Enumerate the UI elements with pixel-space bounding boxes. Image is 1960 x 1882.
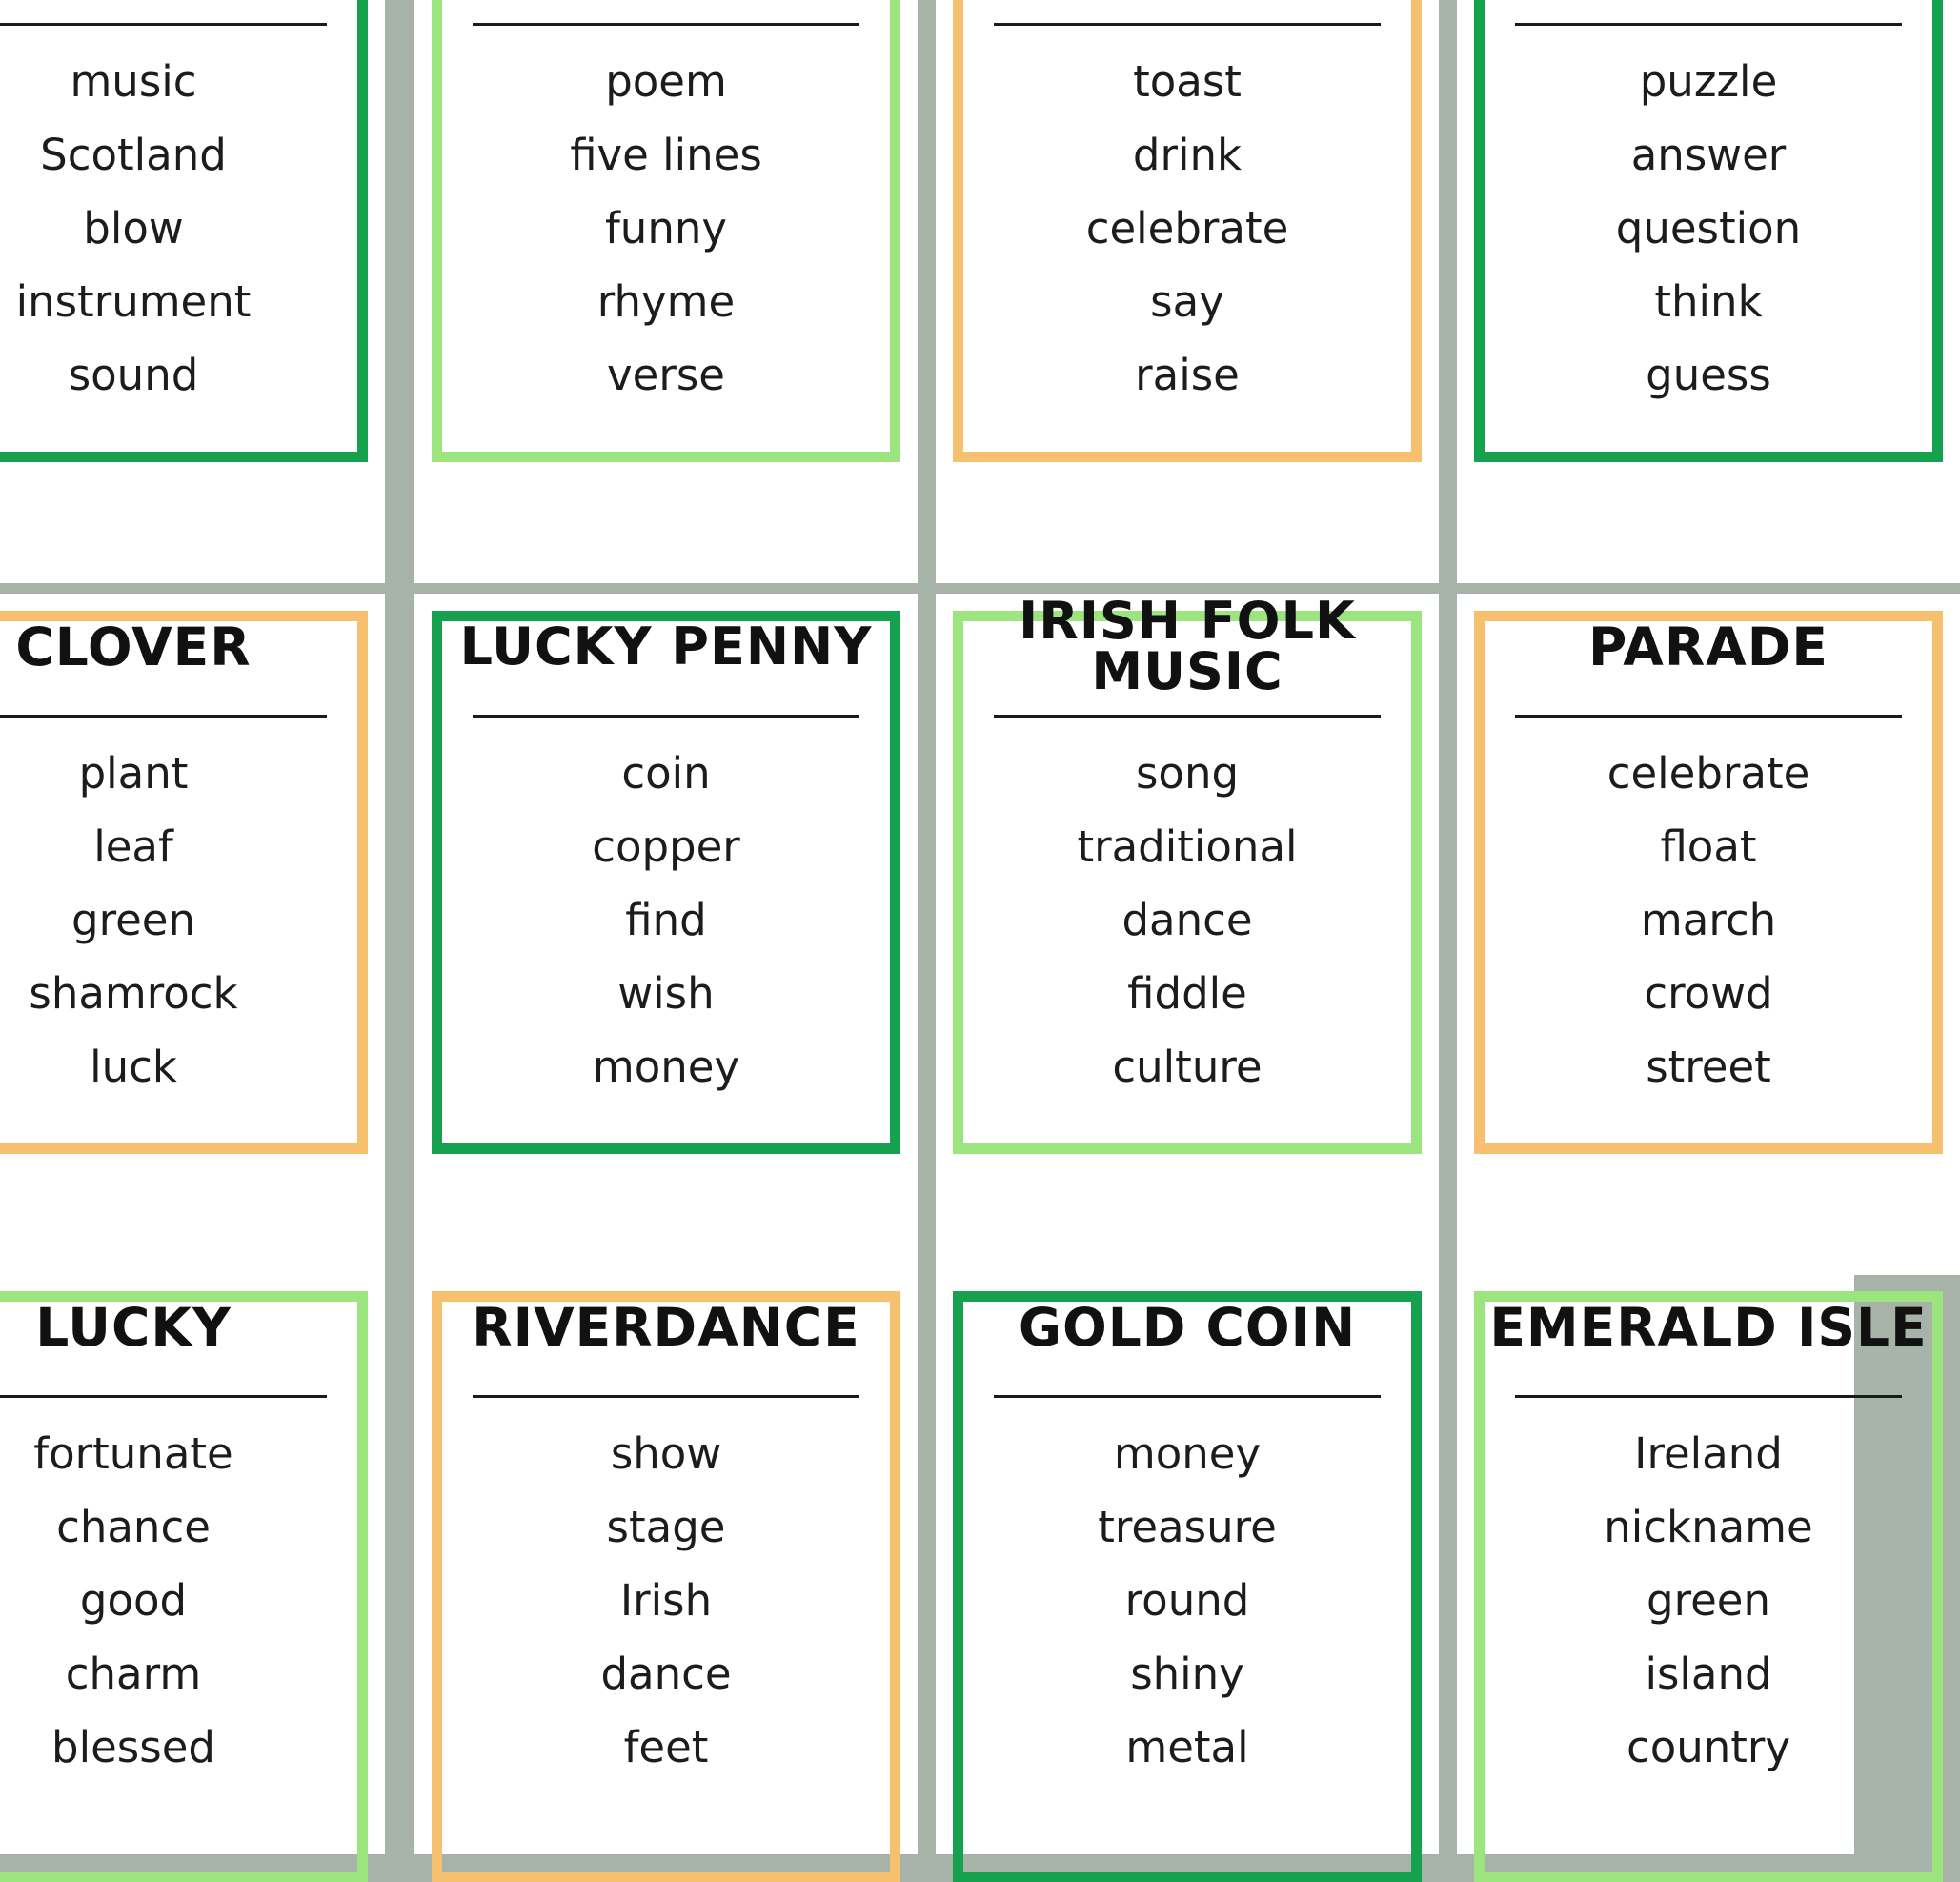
card-divider [994,23,1381,26]
word-list [953,737,1422,1103]
card-title: LUCKY [35,1296,232,1358]
card-divider [1515,23,1902,26]
word-item: leaf [93,821,173,872]
word-item: song [1135,748,1240,799]
card-title [1474,0,1943,9]
word-item: country [1626,1722,1791,1772]
word-item: blow [83,203,184,253]
word-item: puzzle [1639,56,1778,107]
word-item: charm [65,1649,202,1699]
word-item: good [79,1575,188,1626]
word-item: guess [1646,350,1771,400]
word-item: rhyme [596,276,736,327]
word-item: celebrate [1606,748,1810,799]
card-bagpipes [0,0,385,583]
card-lucky-penny [414,594,918,1275]
word-item: raise [1135,350,1240,400]
word-item: chance [56,1502,211,1552]
card-title [0,0,368,9]
word-item: question [1615,203,1802,253]
word-item: five lines [570,130,762,180]
word-item: sound [68,350,199,400]
card-divider [473,23,859,26]
word-list [1474,45,1943,412]
card-divider [0,1395,327,1398]
word-item: nickname [1604,1502,1813,1552]
card-riddle [1457,0,1960,583]
card-irish-folk-music [936,591,1439,1275]
card-divider [1515,1395,1902,1398]
card-divider [0,23,327,26]
card-title [953,0,1422,9]
card-divider [994,1395,1381,1398]
card-title: IRISH FOLK MUSIC [1019,591,1356,701]
word-list [432,1417,900,1784]
word-item: Scotland [40,130,227,180]
word-item: coin [621,748,711,799]
word-item: music [70,56,197,107]
card-limerick [414,0,918,583]
card-title: LUCKY PENNY [459,616,873,677]
card-emerald-isle [1457,1274,1928,1854]
card-title: CLOVER [15,616,252,678]
word-item: metal [1125,1722,1249,1772]
card-riverdance [414,1274,918,1854]
word-item: show [610,1428,722,1479]
card-title: PARADE [1588,616,1829,678]
word-list [432,45,900,412]
word-item: drink [1132,130,1243,180]
word-item: crowd [1644,968,1773,1019]
card-divider [0,715,327,718]
word-item: Ireland [1634,1428,1783,1479]
word-item: answer [1630,130,1787,180]
word-item: island [1645,1649,1772,1699]
card-title: RIVERDANCE [472,1296,860,1358]
word-item: find [625,895,707,945]
word-item: poem [605,56,727,107]
word-item: fortunate [33,1428,233,1479]
word-item: float [1660,821,1757,872]
word-list [0,737,368,1103]
word-list [953,45,1422,412]
word-item: celebrate [1085,203,1289,253]
word-item: dance [1121,895,1253,945]
card-divider [473,715,859,718]
word-item: toast [1133,56,1242,107]
word-item: funny [604,203,728,253]
word-item: shamrock [29,968,238,1019]
word-item: plant [78,748,189,799]
word-item: think [1654,276,1763,327]
card-lucky [0,1274,385,1854]
word-item: culture [1112,1042,1263,1092]
word-item: money [1113,1428,1262,1479]
word-list [953,1417,1422,1784]
card-gold-coin [936,1274,1439,1854]
word-item: round [1124,1575,1250,1626]
word-item: shiny [1130,1649,1244,1699]
word-list [1474,737,1943,1103]
word-item: say [1150,276,1224,327]
word-item: luck [90,1042,177,1092]
word-list [1474,1417,1943,1784]
word-item: green [1647,1575,1770,1626]
card-cheers [936,0,1439,583]
word-item: fiddle [1127,968,1247,1019]
word-item: march [1640,895,1777,945]
word-item: wish [617,968,715,1019]
word-item: dance [600,1649,732,1699]
word-item: blessed [51,1722,215,1772]
card-parade [1457,594,1960,1275]
word-list [0,45,368,412]
card-title: EMERALD ISLE [1489,1296,1928,1358]
word-list [432,737,900,1103]
card-divider [994,715,1381,718]
word-item: money [592,1042,740,1092]
word-item: instrument [15,276,252,327]
word-item: verse [607,350,725,400]
card-title: GOLD COIN [1018,1296,1357,1358]
word-item: traditional [1077,821,1298,872]
card-divider [473,1395,859,1398]
card-clover [0,594,385,1275]
word-item: treasure [1098,1502,1277,1552]
card-divider [1515,715,1902,718]
word-item: Irish [619,1575,713,1626]
card-title [432,0,900,9]
word-item: feet [623,1722,709,1772]
word-list [0,1417,368,1784]
word-item: stage [606,1502,726,1552]
word-item: copper [592,821,740,872]
word-item: street [1646,1042,1771,1092]
word-item: green [71,895,195,945]
